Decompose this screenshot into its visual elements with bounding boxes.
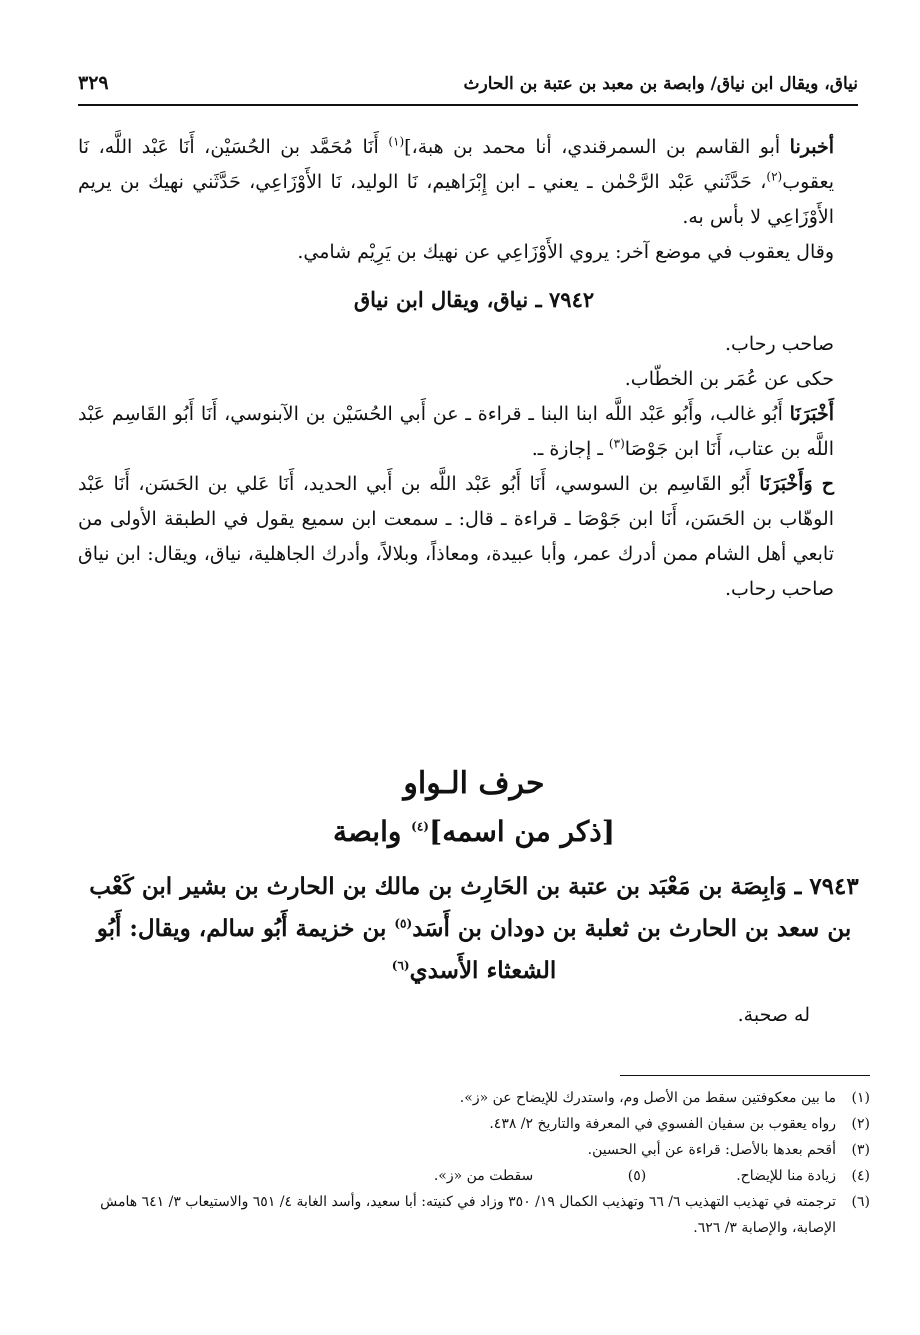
footnote-ref-5: (٥) xyxy=(394,916,413,931)
footnote-ref-6: (٦) xyxy=(391,958,410,973)
text-run: ، حَدَّثَني عَبْد الرَّحْمٰن ـ يعني ـ ابن إِبْرَاهيم، نَا الوليد، نَا الأَوْزَاعِي، حَدَّثَني نهيك بن يريم الأَوْزَاعِي لا بأس به. xyxy=(78,171,834,228)
footnote-text: زيادة منا للإيضاح. xyxy=(736,1168,836,1184)
paragraph-4 xyxy=(78,467,870,607)
text-run: بن خزيمة أَبُو سالم، ويقال: أَبُو الشعثاء الأَسدي xyxy=(96,915,557,984)
footnote xyxy=(78,1163,870,1189)
text-run: ٧٩٤٣ ـ وَابِصَة بن مَعْبَد بن عتبة بن الحَارِث بن مالك بن الحارث بن بشير ابن كَعْب بن سعد بن الحارث بن ثعلبة بن دودان بن أَسَد xyxy=(89,873,859,942)
companion-note: له صحبة. xyxy=(737,1004,810,1026)
entry-heading-7943 xyxy=(78,866,870,992)
header-divider xyxy=(78,104,858,106)
footnote-number: (٦) xyxy=(851,1194,870,1210)
main-text xyxy=(78,130,870,607)
footnote-divider xyxy=(620,1075,870,1076)
footnote-number: (٣) xyxy=(851,1142,870,1158)
entry-heading-7942: ٧٩٤٢ ـ نياق، ويقال ابن نياق xyxy=(353,287,595,312)
text-run: أَنَا مُحَمَّد بن الحُسَيْن، أَنَا عَبْد اللَّه، نَا يعقوب xyxy=(78,136,834,193)
footnote-text xyxy=(78,1163,836,1189)
footnote-number: (٤) xyxy=(851,1168,870,1184)
footnote-number: (٥) xyxy=(627,1168,647,1184)
footnote-ref-3: (٣) xyxy=(608,436,625,451)
footnote xyxy=(78,1137,870,1163)
chapter-subtitle xyxy=(78,808,870,856)
paragraph-3 xyxy=(78,397,870,467)
footnote xyxy=(78,1111,870,1137)
footnote-text: ما بين معكوفتين سقط من الأصل وم، واستدرك للإيضاح عن «ز». xyxy=(459,1090,836,1106)
text-run: أبو القاسم بن السمرقندي، أنا محمد بن هبة،] xyxy=(404,136,790,158)
entry-line: صاحب رحاب. xyxy=(725,333,834,355)
footnote-text: رواه يعقوب بن سفيان الفسوي في المعرفة والتاريخ ٢/ ٤٣٨. xyxy=(489,1116,836,1132)
footnote-inline-5 xyxy=(434,1168,646,1184)
footnote-number: (١) xyxy=(851,1090,870,1106)
header-title: نياق، ويقال ابن نياق/ وابصة بن معبد بن عتبة بن الحارث xyxy=(463,74,858,94)
text-run: أَبُو القَاسِم بن السوسي، أَنَا أَبُو عَبْد اللَّه بن أَبي الحديد، أَنَا عَلي بن الحَسَن، أَنَا عَبْد الوهّاب بن الحَسَن، أَنَا ابن جَوْصَا ـ قراءة ـ قال: ـ سمعت ابن سميع يقول في الطبقة الأولى من تابعي أهل الشام ممن أدرك عمر، وأبا عبيدة، ومعاذاً، وبلالاً، وأدرك الجاهلية، نياق، ويقال: ابن نياق صاحب رحاب. xyxy=(78,473,834,600)
text-run: أَبُو غالب، وأَبُو عَبْد اللَّه ابنا البنا ـ قراءة ـ عن أَبي الحُسَيْن بن الآبنوسي، أَنَا أَبُو القَاسِم عَبْد اللَّه بن عتاب، أَنَا ابن جَوْصَا xyxy=(78,403,834,460)
footnote xyxy=(78,1085,870,1111)
entry-line: حكى عن عُمَر بن الخطّاب. xyxy=(624,368,834,390)
running-header xyxy=(78,62,858,106)
lead-word: أَخْبَرَنَا xyxy=(789,403,834,425)
footnote-text: سقطت من «ز». xyxy=(433,1168,534,1184)
text-run: [ذكر من اسمه] xyxy=(428,815,615,848)
footnote-ref-2: (٢) xyxy=(766,169,783,184)
text-run: وابصة xyxy=(333,815,412,848)
text-run: ـ إجازة ـ. xyxy=(531,438,609,460)
footnotes xyxy=(78,1085,870,1241)
footnote-ref-4: (٤) xyxy=(411,819,429,834)
footnote-text: ترجمته في تهذيب التهذيب ٦/ ٦٦ وتهذيب الكمال ١٩/ ٣٥٠ وزاد في كنيته: أبا سعيد، وأسد الغابة ٤/ ٦٥١ والاستيعاب ٣/ ٦٤١ هامش الإصابة، والإصابة ٣/ ٦٢٦. xyxy=(100,1194,836,1236)
lead-word: ح وَأَخْبَرَنَا xyxy=(759,473,835,495)
lead-word: أخبرنا xyxy=(789,136,834,158)
footnote-ref-1: (١) xyxy=(388,134,405,149)
paragraph-1 xyxy=(78,130,870,235)
chapter-title: حرف الـواو xyxy=(403,766,545,801)
page-number: ٣٢٩ xyxy=(78,72,109,94)
footnote-number: (٢) xyxy=(851,1116,870,1132)
chapter-section xyxy=(78,760,870,1026)
footnote xyxy=(78,1189,870,1241)
paragraph-2: وقال يعقوب في موضع آخر: يروي الأَوْزَاعِي عن نهيك بن يَرِيْم شامي. xyxy=(297,241,834,263)
footnote-text: أقحم بعدها بالأصل: قراءة عن أبي الحسين. xyxy=(587,1142,836,1158)
